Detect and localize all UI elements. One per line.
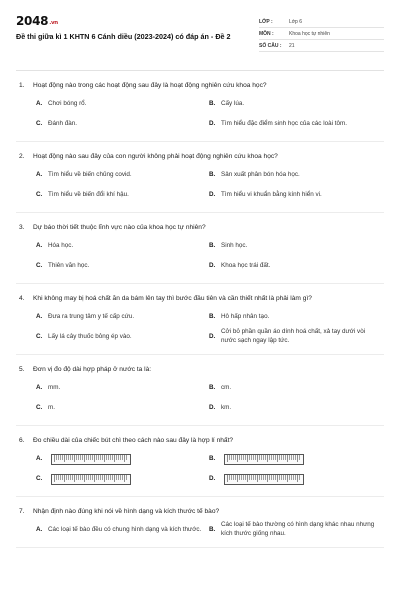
option-text: cm. <box>221 383 232 391</box>
ruler-major-ticks <box>227 475 301 482</box>
meta-value: Khoa học tự nhiên <box>289 30 330 37</box>
option-text: Cởi bỏ phần quần áo dính hoá chất, xả tay dưới vòi nước sạch ngay lập tức. <box>221 328 366 344</box>
option-letter: B. <box>209 525 216 533</box>
option-text: Các loại tế bào thường có hình dạng khác nhau nhưng kích thước giống nhau. <box>221 521 375 537</box>
answer-option[interactable] <box>209 165 382 185</box>
option-text: Sinh học. <box>221 241 248 249</box>
site-logo[interactable] <box>16 14 251 28</box>
ruler-pencil-icon <box>51 474 131 485</box>
answer-option[interactable] <box>36 256 209 276</box>
answer-option[interactable] <box>36 520 209 540</box>
option-text: m. <box>48 403 55 411</box>
logo-main: 2048 <box>16 14 49 28</box>
question-text: Nhận định nào đúng khi nói về hình dạng và kích thước tế bào? <box>33 508 220 515</box>
meta-key: MÔN : <box>259 30 274 37</box>
option-letter: A. <box>36 525 43 533</box>
question-header <box>16 507 384 516</box>
option-text: Lấy lá cây thuốc bỏng ép vào. <box>48 332 132 340</box>
question-header <box>16 223 384 232</box>
question-list <box>16 71 384 548</box>
meta-row <box>259 16 384 28</box>
question-number: 7. <box>19 508 25 515</box>
ruler-major-ticks <box>227 455 301 462</box>
answer-option[interactable] <box>209 185 382 205</box>
answer-option[interactable] <box>36 236 209 256</box>
answer-option[interactable] <box>36 398 209 418</box>
meta-row <box>259 40 384 52</box>
option-letter: A. <box>36 312 43 320</box>
answer-option[interactable] <box>209 469 382 489</box>
question-number: 6. <box>19 437 25 444</box>
option-text: Tìm hiểu vi khuẩn bằng kính hiển vi. <box>221 190 322 198</box>
option-letter: C. <box>36 403 43 411</box>
option-letter: A. <box>36 99 43 107</box>
option-text: Đánh đàn. <box>48 119 78 127</box>
option-letter: B. <box>209 170 216 178</box>
ruler-pencil-icon <box>51 454 131 465</box>
option-letter: B. <box>209 383 216 391</box>
answer-option[interactable] <box>209 114 382 134</box>
question-number: 4. <box>19 295 25 302</box>
answer-options <box>16 520 384 540</box>
option-text: Tìm hiểu đặc điểm sinh học của các loài tôm. <box>221 119 347 127</box>
option-text: Sản xuất phân bón hóa học. <box>221 170 300 178</box>
question-number: 5. <box>19 366 25 373</box>
option-text: Các loại tế bào đều có chung hình dạng và kích thước. <box>48 525 202 533</box>
answer-option[interactable] <box>36 378 209 398</box>
header <box>16 14 384 64</box>
option-text: Tìm hiểu về biến chủng covid. <box>48 170 132 178</box>
answer-option[interactable] <box>36 449 209 469</box>
option-text: km. <box>221 403 232 411</box>
question-number: 1. <box>19 82 25 89</box>
answer-option[interactable] <box>209 256 382 276</box>
option-text: Hóa học. <box>48 241 74 249</box>
answer-options <box>16 378 384 418</box>
question-header <box>16 436 384 445</box>
option-letter: D. <box>209 332 216 340</box>
answer-options <box>16 307 384 347</box>
option-text: Cấy lúa. <box>221 99 245 107</box>
answer-option[interactable] <box>36 307 209 327</box>
question-number: 3. <box>19 224 25 231</box>
question-item <box>16 142 384 213</box>
answer-option[interactable] <box>36 94 209 114</box>
question-text: Hoạt động nào trong các hoạt động sau đây là hoạt động nghiên cứu khoa học? <box>33 82 267 89</box>
option-letter: D. <box>209 474 216 482</box>
question-text: Dự báo thời tiết thuộc lĩnh vực nào của khoa học tự nhiên? <box>33 224 206 231</box>
answer-options <box>16 449 384 489</box>
option-letter: C. <box>36 119 43 127</box>
question-number: 2. <box>19 153 25 160</box>
question-text: Hoạt động nào sau đây của con người không phải hoạt động nghiên cứu khoa học? <box>33 153 278 160</box>
option-text: Chơi bóng rổ. <box>48 99 87 107</box>
answer-option[interactable] <box>209 449 382 469</box>
answer-option[interactable] <box>209 236 382 256</box>
option-letter: D. <box>209 190 216 198</box>
option-letter: B. <box>209 454 216 462</box>
option-letter: A. <box>36 383 43 391</box>
answer-option[interactable] <box>36 114 209 134</box>
option-letter: A. <box>36 241 43 249</box>
question-item <box>16 355 384 426</box>
option-letter: A. <box>36 170 43 178</box>
page-title: Đề thi giữa kì 1 KHTN 6 Cánh diều (2023-2024) có đáp án - Đề 2 <box>16 32 231 41</box>
option-text: Hô hấp nhân tạo. <box>221 312 270 320</box>
answer-option[interactable] <box>209 520 382 540</box>
question-header <box>16 365 384 374</box>
question-item <box>16 71 384 142</box>
answer-option[interactable] <box>209 307 382 327</box>
meta-value: Lớp 6 <box>289 18 303 25</box>
option-letter: D. <box>209 261 216 269</box>
exam-meta <box>259 16 384 52</box>
option-letter: C. <box>36 474 43 482</box>
answer-options <box>16 165 384 205</box>
option-text: Khoa học trái đất. <box>221 261 271 269</box>
option-letter: A. <box>36 454 43 462</box>
answer-options <box>16 94 384 134</box>
question-item <box>16 284 384 355</box>
brand-column <box>16 14 251 42</box>
option-letter: B. <box>209 99 216 107</box>
answer-option[interactable] <box>36 469 209 489</box>
option-letter: C. <box>36 190 43 198</box>
option-letter: D. <box>209 119 216 127</box>
ruler-major-ticks <box>54 475 128 482</box>
meta-value: 21 <box>289 42 295 49</box>
question-header <box>16 294 384 303</box>
question-text: Khi không may bị hoá chất ăn da bám lên tay thì bước đầu tiên và cần thiết nhất là phải làm gì? <box>33 295 312 302</box>
question-text: Đo chiều dài của chiếc bút chì theo cách nào sau đây là hợp lí nhất? <box>33 437 234 444</box>
option-text: Đưa ra trung tâm y tế cấp cứu. <box>48 312 135 320</box>
meta-key: LỚP : <box>259 18 273 25</box>
option-letter: B. <box>209 241 216 249</box>
question-item <box>16 426 384 497</box>
option-letter: C. <box>36 332 43 340</box>
option-text: Thiên văn học. <box>48 261 90 269</box>
answer-option[interactable] <box>36 327 209 347</box>
ruler-pencil-icon <box>224 454 304 465</box>
question-text: Đơn vị đo độ dài hợp pháp ở nước ta là: <box>33 366 152 373</box>
meta-row <box>259 28 384 40</box>
answer-option[interactable] <box>209 378 382 398</box>
answer-options <box>16 236 384 276</box>
answer-option[interactable] <box>209 327 382 347</box>
ruler-pencil-icon <box>224 474 304 485</box>
option-letter: B. <box>209 312 216 320</box>
ruler-major-ticks <box>54 455 128 462</box>
answer-option[interactable] <box>209 94 382 114</box>
answer-option[interactable] <box>36 185 209 205</box>
option-text: mm. <box>48 383 61 391</box>
option-letter: D. <box>209 403 216 411</box>
question-header <box>16 81 384 90</box>
question-header <box>16 152 384 161</box>
answer-option[interactable] <box>209 398 382 418</box>
meta-key: SỐ CÂU : <box>259 42 282 49</box>
question-item <box>16 497 384 548</box>
option-letter: C. <box>36 261 43 269</box>
option-text: Tìm hiểu về biến đổi khí hậu. <box>48 190 129 198</box>
logo-suffix: .vn <box>49 20 58 26</box>
question-item <box>16 213 384 284</box>
answer-option[interactable] <box>36 165 209 185</box>
